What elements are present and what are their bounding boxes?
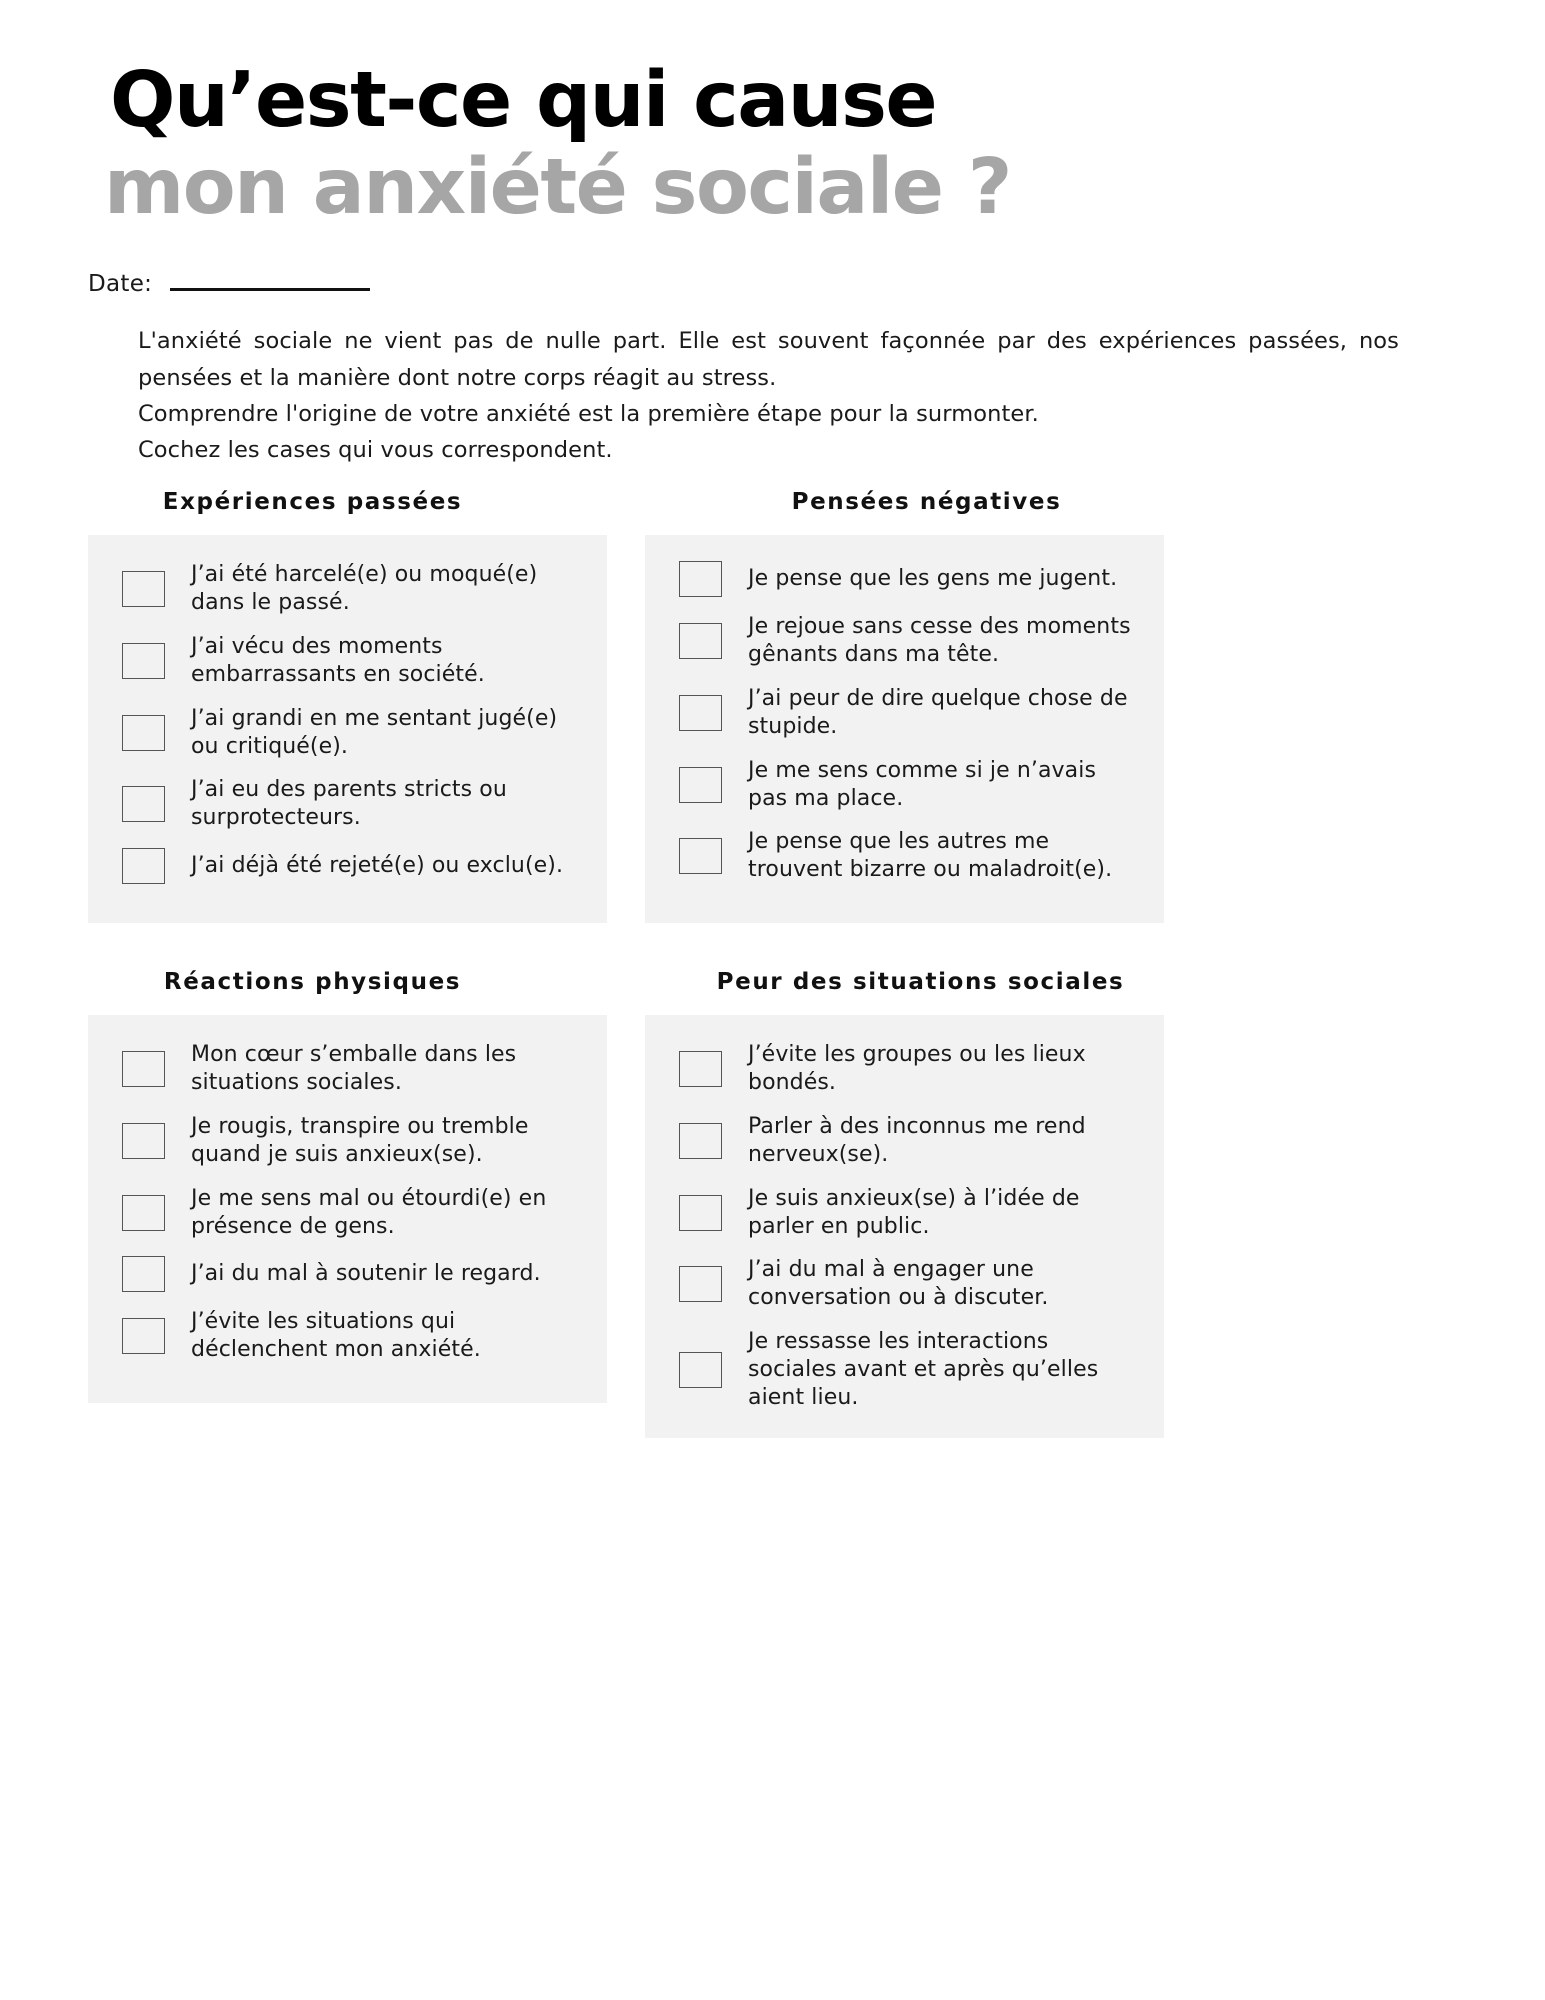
check-item-label: Je rejoue sans cesse des moments gênants dans ma tête. [748, 613, 1131, 667]
checkbox-icon[interactable] [679, 838, 722, 874]
section-peur-situations-sociales [645, 969, 1164, 1438]
check-item[interactable] [679, 685, 1142, 741]
check-item-label: Je pense que les gens me jugent. [748, 565, 1118, 591]
section-pensees-negatives [645, 489, 1164, 923]
check-item[interactable] [122, 1256, 585, 1292]
section-row-spacer [88, 923, 1457, 969]
checkbox-icon[interactable] [122, 1318, 165, 1354]
page-title-line-1: Qu’est-ce qui cause [110, 56, 937, 145]
date-input-line[interactable] [170, 288, 370, 291]
checkbox-icon[interactable] [122, 1195, 165, 1231]
check-item-label: Je pense que les autres me trouvent bizarre ou maladroit(e). [748, 829, 1113, 883]
check-item[interactable] [122, 776, 585, 832]
check-item-label: Je me sens comme si je n’avais pas ma place. [748, 757, 1097, 811]
checkbox-icon[interactable] [679, 1051, 722, 1087]
intro-paragraph-2: Comprendre l'origine de votre anxiété est la première étape pour la surmonter. [138, 400, 1039, 427]
check-item-label: Je me sens mal ou étourdi(e) en présence de gens. [191, 1185, 547, 1239]
checklist-box-experiences-passees [88, 535, 607, 923]
check-item-label: J’ai été harcelé(e) ou moqué(e) dans le passé. [191, 561, 538, 615]
intro-paragraph-1: L'anxiété sociale ne vient pas de nulle part. Elle est souvent façonnée par des expériences passées, nos pensées et la manière dont notre corps réagit au stress. [138, 328, 1399, 391]
checkbox-icon[interactable] [679, 1123, 722, 1159]
check-item-label: Parler à des inconnus me rend nerveux(se). [748, 1113, 1086, 1167]
checkbox-icon[interactable] [679, 695, 722, 731]
checkbox-icon[interactable] [122, 643, 165, 679]
date-row [88, 271, 1457, 297]
section-heading-reactions-physiques: Réactions physiques [163, 968, 462, 995]
check-item-label: J’ai vécu des moments embarrassants en société. [191, 633, 485, 687]
check-item-label: J’ai grandi en me sentant jugé(e) ou critiqué(e). [191, 705, 558, 759]
check-item[interactable] [122, 705, 585, 761]
check-item-label: J’évite les situations qui déclenchent mon anxiété. [191, 1309, 481, 1363]
check-item[interactable] [679, 561, 1142, 597]
checkbox-icon[interactable] [122, 571, 165, 607]
check-item-label: J’ai eu des parents stricts ou surprotecteurs. [191, 777, 507, 831]
checkbox-icon[interactable] [679, 1195, 722, 1231]
checkbox-icon[interactable] [122, 786, 165, 822]
check-item[interactable] [679, 1185, 1142, 1241]
check-item-label: J’ai déjà été rejeté(e) ou exclu(e). [191, 853, 564, 879]
checklist-box-peur-situations-sociales [645, 1015, 1164, 1438]
checkbox-icon[interactable] [679, 623, 722, 659]
checkbox-icon[interactable] [679, 767, 722, 803]
section-row-top [88, 489, 1457, 923]
check-item[interactable] [679, 613, 1142, 669]
check-item-label: Mon cœur s’emballe dans les situations sociales. [191, 1041, 517, 1095]
checkbox-icon[interactable] [679, 561, 722, 597]
section-heading-peur-situations-sociales: Peur des situations sociales [716, 968, 1125, 995]
section-heading-pensees-negatives: Pensées négatives [791, 488, 1062, 515]
section-reactions-physiques [88, 969, 607, 1438]
section-heading-experiences-passees: Expériences passées [162, 488, 463, 515]
check-item[interactable] [679, 1328, 1142, 1412]
check-item[interactable] [122, 561, 585, 617]
check-item[interactable] [122, 1041, 585, 1097]
checkbox-icon[interactable] [122, 1256, 165, 1292]
check-item[interactable] [122, 1308, 585, 1364]
checkbox-icon[interactable] [122, 1051, 165, 1087]
section-row-bottom [88, 969, 1457, 1438]
intro-block [88, 323, 1457, 469]
check-item-label: J’ai du mal à engager une conversation ou à discuter. [748, 1257, 1049, 1311]
checkbox-icon[interactable] [679, 1352, 722, 1388]
check-item[interactable] [679, 1113, 1142, 1169]
check-item-label: J’ai peur de dire quelque chose de stupide. [748, 685, 1128, 739]
title-block [88, 0, 1457, 232]
check-item[interactable] [679, 1256, 1142, 1312]
checkbox-icon[interactable] [679, 1266, 722, 1302]
check-item[interactable] [122, 848, 585, 884]
check-item[interactable] [679, 1041, 1142, 1097]
checkbox-icon[interactable] [122, 848, 165, 884]
checklist-box-pensees-negatives [645, 535, 1164, 923]
checkbox-icon[interactable] [122, 1123, 165, 1159]
check-item-label: Je suis anxieux(se) à l’idée de parler en public. [748, 1185, 1080, 1239]
check-item-label: J’évite les groupes ou les lieux bondés. [748, 1041, 1086, 1095]
section-experiences-passees [88, 489, 607, 923]
check-item-label: Je ressasse les interactions sociales avant et après qu’elles aient lieu. [748, 1329, 1099, 1411]
check-item[interactable] [122, 633, 585, 689]
intro-paragraph-3: Cochez les cases qui vous correspondent. [138, 437, 613, 464]
sections-grid [88, 489, 1457, 1438]
page-title-line-2: mon anxiété sociale ? [104, 142, 1011, 232]
date-label: Date: [88, 271, 153, 298]
checklist-box-reactions-physiques [88, 1015, 607, 1403]
check-item[interactable] [679, 828, 1142, 884]
check-item-label: Je rougis, transpire ou tremble quand je suis anxieux(se). [191, 1113, 529, 1167]
check-item[interactable] [679, 757, 1142, 813]
check-item-label: J’ai du mal à soutenir le regard. [191, 1261, 541, 1287]
checkbox-icon[interactable] [122, 715, 165, 751]
check-item[interactable] [122, 1185, 585, 1241]
check-item[interactable] [122, 1113, 585, 1169]
